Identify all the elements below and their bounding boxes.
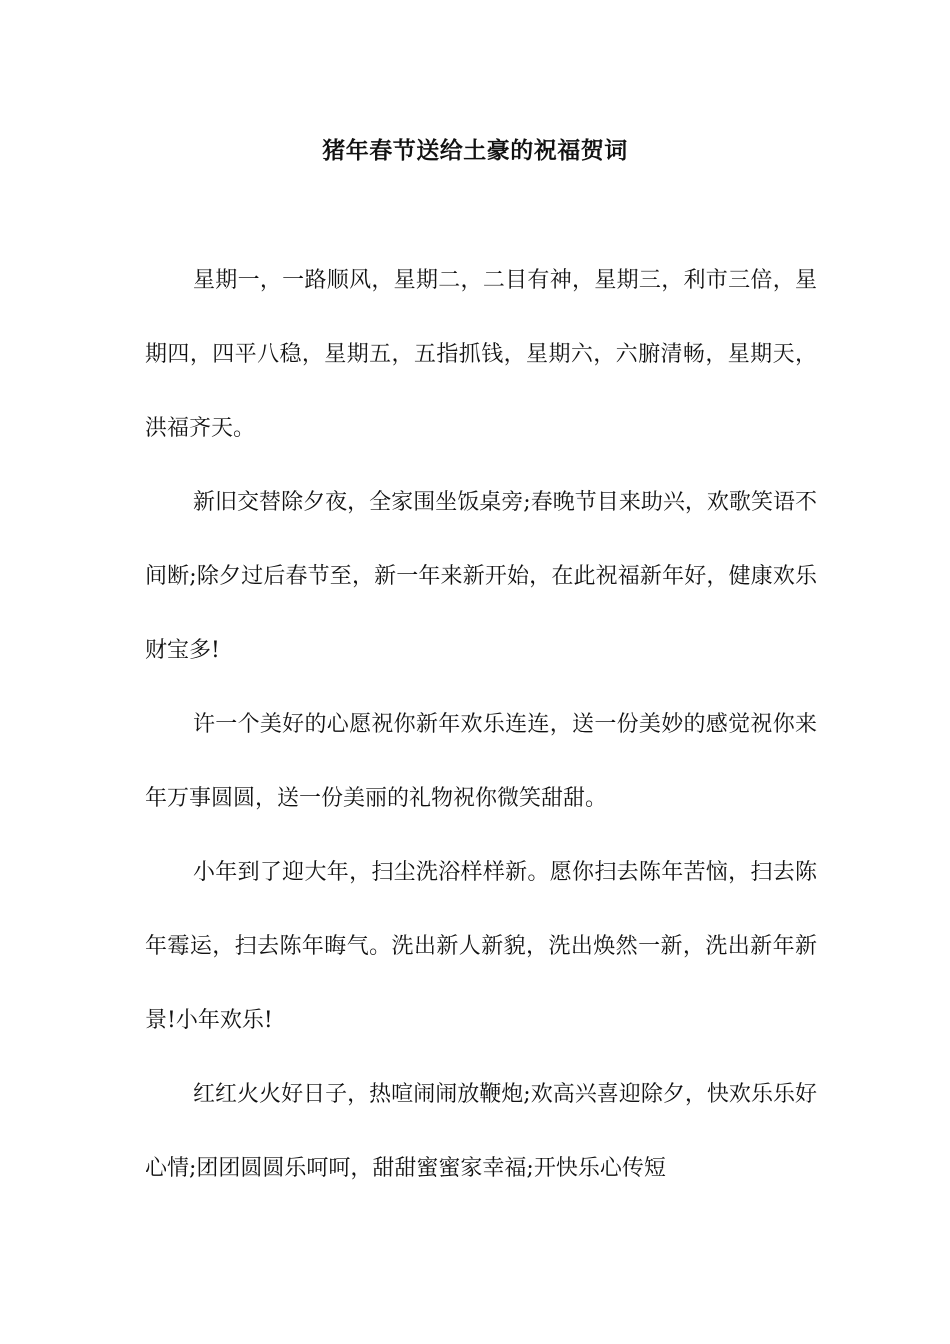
paragraph-5: 红红火火好日子，热喧闹闹放鞭炮;欢高兴喜迎除夕，快欢乐乐好心情;团团圆圆乐呵呵，甜甜蜜蜜家幸福;开快乐心传短: [145, 1082, 817, 1181]
paragraph-2: 新旧交替除夕夜，全家围坐饭桌旁;春晚节目来助兴，欢歌笑语不间断;除夕过后春节至，新一年来新开始，在此祝福新年好，健康欢乐财宝多!: [145, 490, 817, 663]
paragraph-3: 许一个美好的心愿祝你新年欢乐连连，送一份美妙的感觉祝你来年万事圆圆，送一份美丽的礼物祝你微笑甜甜。: [145, 712, 817, 811]
paragraph-1: 星期一，一路顺风，星期二，二目有神，星期三，利市三倍，星期四，四平八稳，星期五，五指抓钱，星期六，六腑清畅，星期天，洪福齐天。: [145, 268, 817, 441]
document-title: 猪年春节送给土豪的祝福贺词: [322, 137, 628, 164]
paragraph-4: 小年到了迎大年，扫尘洗浴样样新。愿你扫去陈年苦恼，扫去陈年霉运，扫去陈年晦气。洗出新人新貌，洗出焕然一新，洗出新年新景!小年欢乐!: [145, 860, 817, 1033]
document-body: [145, 244, 817, 1206]
